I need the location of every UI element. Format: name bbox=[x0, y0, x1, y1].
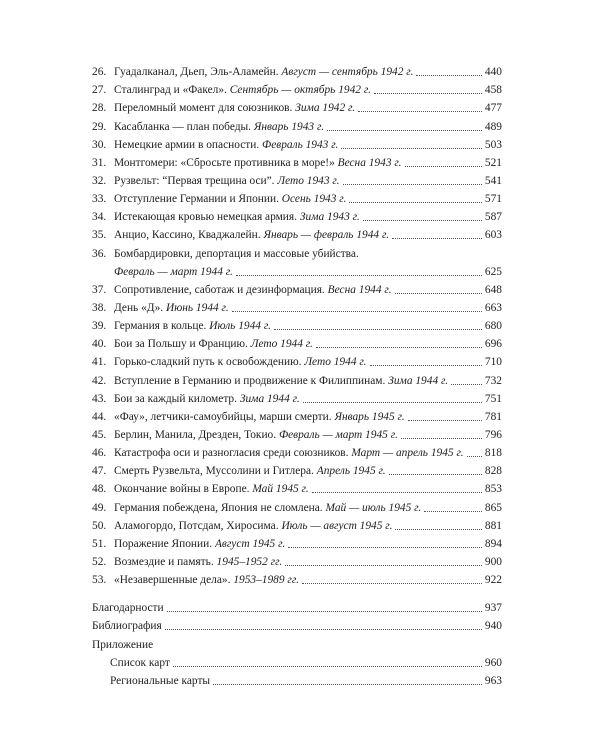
chapter-text bbox=[114, 428, 398, 442]
chapter-title: Вступление в Германию и продвижение к Филиппинам. bbox=[114, 374, 386, 387]
entry-label: Библиография bbox=[92, 620, 162, 633]
page-number: 625 bbox=[484, 265, 502, 278]
toc-entry[interactable] bbox=[92, 152, 502, 170]
chapter-period: Зима 1944 г. bbox=[239, 392, 300, 405]
toc-entry-maps-list[interactable] bbox=[92, 652, 502, 670]
chapter-text bbox=[114, 410, 405, 424]
chapter-period: Лето 1943 г. bbox=[277, 174, 340, 187]
chapter-text bbox=[114, 192, 346, 206]
toc-entry-acknowledgments[interactable] bbox=[92, 597, 502, 615]
toc-entry-bibliography[interactable] bbox=[92, 615, 502, 633]
page-number: 963 bbox=[484, 674, 502, 687]
dot-leader bbox=[173, 665, 482, 667]
toc-entry[interactable] bbox=[92, 315, 502, 333]
page-number: 541 bbox=[484, 174, 502, 187]
chapter-number: 31. bbox=[92, 156, 107, 169]
chapter-number: 47. bbox=[92, 465, 107, 478]
dot-leader bbox=[285, 564, 482, 566]
chapter-text bbox=[114, 555, 282, 569]
chapter-number: 50. bbox=[92, 519, 107, 532]
dot-leader bbox=[303, 401, 482, 403]
chapter-number: 33. bbox=[92, 193, 107, 206]
chapter-period: Весна 1944 г. bbox=[327, 283, 392, 296]
toc-entry[interactable] bbox=[92, 496, 502, 514]
chapter-text bbox=[114, 65, 413, 79]
chapter-title: Гуадалканал, Дьеп, Эль-Аламейн. bbox=[114, 66, 279, 79]
chapter-title: Аламогордо, Потсдам, Хиросима. bbox=[114, 519, 279, 532]
toc-entry[interactable] bbox=[92, 297, 502, 315]
dot-leader bbox=[343, 183, 482, 185]
chapter-title: «Незавершенные дела». bbox=[114, 574, 231, 587]
chapter-title: Бомбардировки, депортация и массовые убийства. bbox=[114, 247, 359, 260]
dot-leader bbox=[349, 201, 481, 203]
chapter-period: Лето 1944 г. bbox=[304, 356, 367, 369]
dot-leader bbox=[316, 346, 482, 348]
chapter-text bbox=[114, 83, 371, 97]
chapter-text bbox=[114, 228, 389, 242]
chapter-text bbox=[114, 210, 360, 224]
dot-leader bbox=[274, 328, 482, 330]
chapter-number: 48. bbox=[92, 483, 107, 496]
page-number: 865 bbox=[484, 501, 502, 514]
chapter-text bbox=[114, 156, 402, 170]
dot-leader bbox=[302, 582, 482, 584]
dot-leader bbox=[312, 491, 482, 493]
page-number: 458 bbox=[484, 84, 502, 97]
toc-entry[interactable] bbox=[92, 242, 502, 260]
page-number: 937 bbox=[484, 602, 502, 615]
page-number: 521 bbox=[484, 156, 502, 169]
chapter-title: Анцио, Кассино, Кваджалейн. bbox=[114, 229, 261, 242]
chapter-period: Май 1945 г. bbox=[252, 483, 309, 496]
page-number: 696 bbox=[484, 338, 502, 351]
chapter-text bbox=[114, 464, 386, 478]
entry-label: Приложение bbox=[92, 638, 154, 651]
page-number: 489 bbox=[484, 120, 502, 133]
chapter-title: Катастрофа оси и разногласия среди союзников. bbox=[114, 447, 349, 460]
toc-entry[interactable] bbox=[92, 424, 502, 442]
chapter-title: Смерть Рузвельта, Муссолини и Гитлера. bbox=[114, 465, 314, 478]
entry-label: Региональные карты bbox=[110, 674, 211, 687]
entry-label: Благодарности bbox=[92, 602, 164, 615]
chapter-period: Зима 1944 г. bbox=[388, 374, 449, 387]
toc-entry-continuation[interactable] bbox=[92, 261, 502, 279]
page-number: 571 bbox=[484, 193, 502, 206]
toc-entry[interactable] bbox=[92, 333, 502, 351]
chapter-text bbox=[114, 501, 421, 515]
chapter-number: 27. bbox=[92, 84, 107, 97]
toc-entry[interactable] bbox=[92, 388, 502, 406]
chapter-title: Окончание войны в Европе. bbox=[114, 483, 250, 496]
toc-entry[interactable] bbox=[92, 170, 502, 188]
page-number: 940 bbox=[484, 620, 502, 633]
chapter-number: 52. bbox=[92, 555, 107, 568]
toc-entry[interactable] bbox=[92, 97, 502, 115]
chapter-period: Лето 1944 г. bbox=[250, 338, 313, 351]
dot-leader bbox=[167, 610, 482, 612]
chapter-title: Сопротивление, саботаж и дезинформация. bbox=[114, 283, 325, 296]
chapter-period: Весна 1943 г. bbox=[337, 156, 402, 169]
toc-entry[interactable] bbox=[92, 134, 502, 152]
chapter-period: Осень 1943 г. bbox=[281, 193, 347, 206]
toc-entry[interactable] bbox=[92, 351, 502, 369]
chapter-number: 32. bbox=[92, 174, 107, 187]
chapter-period: 1953–1989 гг. bbox=[233, 574, 300, 587]
toc-entry[interactable] bbox=[92, 569, 502, 587]
chapter-title: Переломный момент для союзников. bbox=[114, 102, 293, 115]
chapter-text bbox=[114, 519, 392, 533]
chapter-text bbox=[114, 174, 340, 188]
chapter-period: Август 1945 г. bbox=[214, 537, 286, 550]
page-number: 751 bbox=[484, 392, 502, 405]
dot-leader bbox=[358, 110, 482, 112]
chapter-number: 49. bbox=[92, 501, 107, 514]
chapter-period: 1945–1952 гг. bbox=[216, 555, 283, 568]
page-number: 796 bbox=[484, 428, 502, 441]
chapter-number: 53. bbox=[92, 574, 107, 587]
dot-leader bbox=[389, 473, 482, 475]
dot-leader bbox=[451, 383, 482, 385]
dot-leader bbox=[416, 74, 481, 76]
toc-entry[interactable] bbox=[92, 533, 502, 551]
chapter-title: Горько-сладкий путь к освобождению. bbox=[114, 356, 302, 369]
chapter-text bbox=[114, 482, 309, 496]
page-number: 710 bbox=[484, 356, 502, 369]
dot-leader bbox=[370, 364, 482, 366]
chapter-title: Возмездие и память. bbox=[114, 555, 214, 568]
chapter-text bbox=[114, 355, 367, 369]
page-number: 881 bbox=[484, 519, 502, 532]
dot-leader bbox=[395, 292, 482, 294]
toc-entry-regional-maps[interactable] bbox=[92, 670, 502, 688]
toc-entry[interactable] bbox=[92, 115, 502, 133]
chapter-number: 40. bbox=[92, 338, 107, 351]
chapter-period: Зима 1943 г. bbox=[299, 211, 360, 224]
chapter-number: 43. bbox=[92, 392, 107, 405]
chapter-number: 26. bbox=[92, 66, 107, 79]
chapter-title: Берлин, Манила, Дрезден, Токио. bbox=[114, 428, 277, 441]
chapter-title: Касабланка — план победы. bbox=[114, 120, 252, 133]
dot-leader bbox=[165, 628, 482, 630]
chapter-title: День «Д». bbox=[114, 301, 164, 314]
dot-leader bbox=[363, 219, 482, 221]
page-number: 960 bbox=[484, 656, 502, 669]
chapter-text bbox=[114, 337, 313, 351]
chapter-number: 34. bbox=[92, 211, 107, 224]
chapter-text bbox=[114, 537, 285, 551]
dot-leader bbox=[424, 510, 482, 512]
table-of-contents bbox=[92, 61, 502, 688]
toc-entry[interactable] bbox=[92, 478, 502, 496]
toc-entry[interactable] bbox=[92, 442, 502, 460]
chapter-title: Монтгомери: «Сбросьте противника в море!» bbox=[114, 156, 335, 169]
chapter-number: 46. bbox=[92, 447, 107, 460]
toc-entry[interactable] bbox=[92, 279, 502, 297]
dot-leader bbox=[392, 237, 482, 239]
section-gap bbox=[92, 587, 502, 597]
chapter-number: 37. bbox=[92, 283, 107, 296]
page-number: 894 bbox=[484, 537, 502, 550]
page-number: 922 bbox=[484, 574, 502, 587]
chapter-period: Февраль — март 1945 г. bbox=[278, 428, 398, 441]
chapter-title: Германия в кольце. bbox=[114, 320, 207, 333]
chapter-number: 29. bbox=[92, 120, 107, 133]
chapter-period: Май — июль 1945 г. bbox=[325, 501, 422, 514]
chapter-number: 39. bbox=[92, 320, 107, 333]
chapter-title: Бои за каждый километр. bbox=[114, 392, 237, 405]
dot-leader bbox=[327, 129, 482, 131]
chapter-list bbox=[92, 61, 502, 587]
chapter-period: Январь 1945 г. bbox=[334, 410, 405, 423]
toc-entry[interactable] bbox=[92, 61, 502, 79]
page-number: 648 bbox=[484, 283, 502, 296]
toc-entry[interactable] bbox=[92, 188, 502, 206]
dot-leader bbox=[232, 310, 482, 312]
toc-entry[interactable] bbox=[92, 206, 502, 224]
page-number: 503 bbox=[484, 138, 502, 151]
page-number: 818 bbox=[484, 447, 502, 460]
chapter-text bbox=[114, 138, 338, 152]
dot-leader bbox=[288, 546, 482, 548]
page-number: 603 bbox=[484, 229, 502, 242]
chapter-text bbox=[114, 374, 448, 388]
chapter-title: Истекающая кровью немецкая армия. bbox=[114, 211, 297, 224]
chapter-period: Сентябрь — октябрь 1942 г. bbox=[229, 84, 371, 97]
chapter-number: 51. bbox=[92, 537, 107, 550]
toc-entry[interactable] bbox=[92, 369, 502, 387]
chapter-period: Март — апрель 1945 г. bbox=[351, 447, 464, 460]
chapter-text bbox=[114, 120, 324, 134]
dot-leader bbox=[401, 437, 482, 439]
chapter-number: 44. bbox=[92, 410, 107, 423]
chapter-title: Поражение Японии. bbox=[114, 537, 213, 550]
chapter-period: Зима 1942 г. bbox=[295, 102, 356, 115]
chapter-text bbox=[114, 446, 464, 460]
toc-entry[interactable] bbox=[92, 551, 502, 569]
chapter-period: Апрель 1945 г. bbox=[316, 465, 386, 478]
chapter-number: 36. bbox=[92, 247, 107, 260]
chapter-number: 35. bbox=[92, 229, 107, 242]
chapter-period: Февраль — март 1944 г. bbox=[114, 265, 233, 278]
chapter-title: Бои за Польшу и Францию. bbox=[114, 338, 248, 351]
toc-entry[interactable] bbox=[92, 515, 502, 533]
page-number: 680 bbox=[484, 320, 502, 333]
page-number: 900 bbox=[484, 555, 502, 568]
dot-leader bbox=[374, 92, 482, 94]
page-number: 477 bbox=[484, 102, 502, 115]
chapter-number: 45. bbox=[92, 428, 107, 441]
dot-leader bbox=[467, 455, 482, 457]
entry-label: Список карт bbox=[110, 656, 170, 669]
chapter-text bbox=[114, 301, 229, 315]
toc-entry[interactable] bbox=[92, 224, 502, 242]
chapter-period: Январь 1943 г. bbox=[253, 120, 325, 133]
chapter-period: Январь — февраль 1944 г. bbox=[263, 229, 390, 242]
chapter-text bbox=[114, 283, 392, 297]
chapter-title: Рузвельт: “Первая трещина оси”. bbox=[114, 174, 275, 187]
chapter-title: «Фау», летчики-самоубийцы, марши смерти. bbox=[114, 410, 332, 423]
toc-entry-appendix[interactable] bbox=[92, 633, 502, 651]
chapter-title: Отступление Германии и Японии. bbox=[114, 193, 279, 206]
dot-leader bbox=[236, 274, 482, 276]
dot-leader bbox=[395, 528, 481, 530]
chapter-title: Немецкие армии в опасности. bbox=[114, 138, 260, 151]
chapter-text bbox=[114, 573, 299, 587]
chapter-period: Июль 1944 г. bbox=[209, 320, 271, 333]
chapter-period: Август — сентябрь 1942 г. bbox=[281, 66, 414, 79]
page-number: 663 bbox=[484, 301, 502, 314]
toc-entry[interactable] bbox=[92, 79, 502, 97]
toc-entry[interactable] bbox=[92, 460, 502, 478]
chapter-title: Сталинград и «Факел». bbox=[114, 84, 227, 97]
chapter-number: 28. bbox=[92, 102, 107, 115]
chapter-text bbox=[114, 101, 355, 115]
chapter-number: 41. bbox=[92, 356, 107, 369]
chapter-title: Германия побеждена, Япония не сломлена. bbox=[114, 501, 323, 514]
page-number: 440 bbox=[484, 66, 502, 79]
dot-leader bbox=[408, 419, 482, 421]
toc-entry[interactable] bbox=[92, 406, 502, 424]
chapter-number: 42. bbox=[92, 374, 107, 387]
dot-leader bbox=[341, 147, 482, 149]
page-number: 853 bbox=[484, 483, 502, 496]
page-number: 587 bbox=[484, 211, 502, 224]
page-number: 732 bbox=[484, 374, 502, 387]
page-number: 828 bbox=[484, 465, 502, 478]
dot-leader bbox=[213, 683, 482, 685]
chapter-text bbox=[114, 319, 271, 333]
dot-leader bbox=[405, 165, 482, 167]
chapter-number: 38. bbox=[92, 301, 107, 314]
chapter-text bbox=[114, 392, 300, 406]
page-number: 781 bbox=[484, 410, 502, 423]
chapter-period: Июнь 1944 г. bbox=[165, 301, 229, 314]
chapter-period: Июль — август 1945 г. bbox=[281, 519, 393, 532]
chapter-period: Февраль 1943 г. bbox=[262, 138, 339, 151]
chapter-number: 30. bbox=[92, 138, 107, 151]
